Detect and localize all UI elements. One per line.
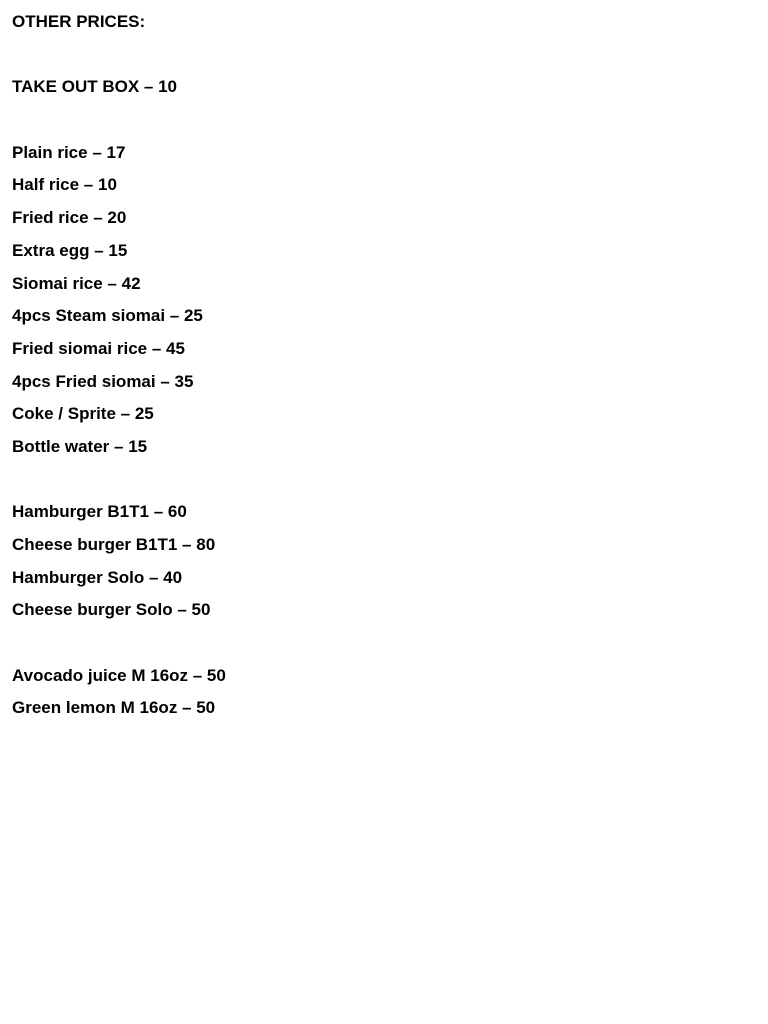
price-line: Siomai rice – 42	[12, 273, 141, 293]
price-line: Cheese burger B1T1 – 80	[12, 535, 216, 554]
price-line: Hamburger B1T1 – 60	[12, 502, 187, 522]
price-line: Avocado juice M 16oz – 50	[12, 665, 226, 685]
price-line: Hamburger Solo – 40	[12, 567, 183, 587]
price-line: Extra egg – 15	[12, 240, 128, 260]
price-line: Fried rice – 20	[12, 208, 127, 228]
drinks-section	[12, 665, 752, 720]
spacer	[12, 109, 752, 142]
rice-section	[12, 142, 752, 458]
burger-section	[12, 501, 752, 621]
price-line: Bottle water – 15	[12, 436, 148, 456]
price-line: Green lemon M 16oz – 50	[12, 698, 216, 718]
price-line: Fried siomai rice – 45	[12, 338, 185, 358]
document-heading: OTHER PRICES:	[12, 12, 146, 31]
spacer	[12, 632, 752, 665]
price-line: 4pcs Steam siomai – 25	[12, 306, 203, 326]
price-line: Coke / Sprite – 25	[12, 404, 154, 424]
price-line: Cheese burger Solo – 50	[12, 600, 211, 620]
takeout-box-price: TAKE OUT BOX – 10	[12, 77, 177, 97]
price-line: 4pcs Fried siomai – 35	[12, 371, 194, 391]
spacer	[12, 469, 752, 502]
price-document	[12, 11, 752, 730]
price-line: Plain rice – 17	[12, 142, 126, 162]
spacer	[12, 44, 752, 77]
price-line: Half rice – 10	[12, 175, 117, 195]
